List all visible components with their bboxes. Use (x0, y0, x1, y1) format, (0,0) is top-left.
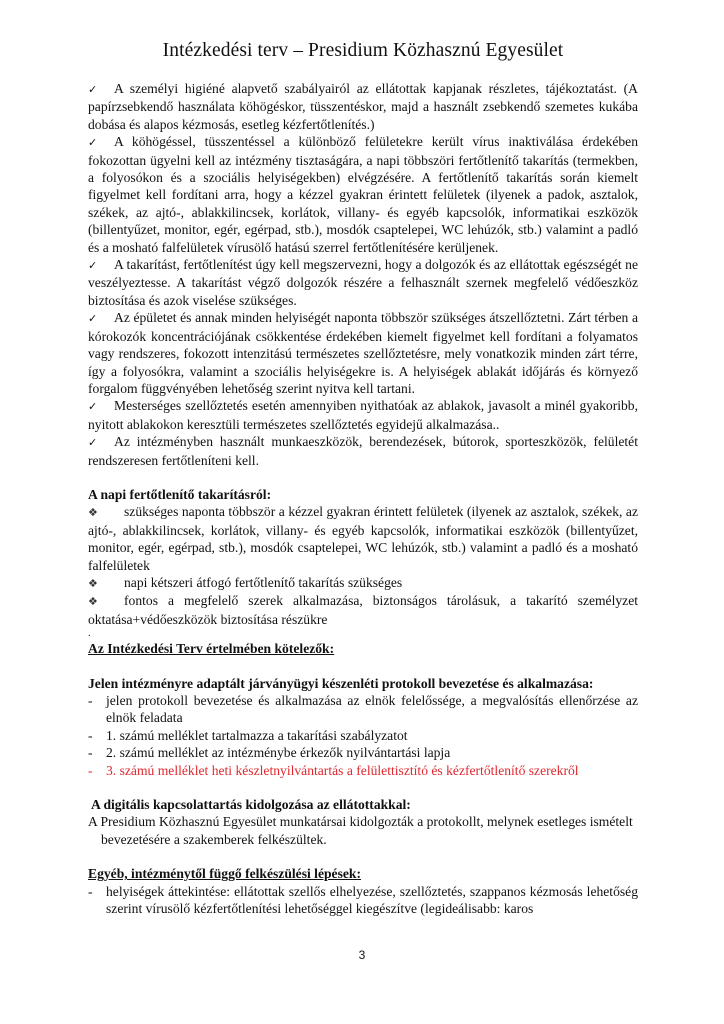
check-icon: ✓ (88, 136, 98, 150)
diamond-bullet-icon: ❖ (88, 506, 98, 520)
check-paragraph: ✓ A személyi higiéné alapvető szabályairól az ellátottak kapjanak részletes, tájékoztatást. (A papírzsebkendő használata köhögéskor, tüsszentéskor, majd a használt zsebkendő szemetes kukába dobása és alapos kézmosás, esetleg kézfertőtlenítés.) (88, 81, 638, 132)
mandatory-item: - 1. számú melléklet tartalmazza a takarítási szabályzatot (88, 727, 408, 743)
page-number: 3 (358, 948, 366, 962)
digital-text: A Presidium Közhasznú Egyesület munkatársai kidolgozták a protokollt, melynek esetleges ismételt bevezetésére a szakemberek felkészültek. (88, 814, 633, 847)
daily-cleaning-heading: A napi fertőtlenítő takarításról: (88, 486, 272, 502)
check-paragraph: ✓ A köhögéssel, tüsszentéssel a különböző felületekre került vírus inaktiválása érdekében fokozottan ügyelni kell az intézmény tisztaságára, a napi többszöri fertőtlenítő takarítás (termekben, a folyosókon és a szociális helyiségekben) elvégzésére. A fertőtlenítő takarítás során kiemelt figyelmet kell fordítani arra, hogy a kézzel gyakran érintett felületek (ilyenek a padok, asztalok, székek, az ajtó-, ablakkilincsek, korlátok, villany- és egyéb kapcsolók, informatikai eszközök (billentyűzet, monitor, egér, egérpad, stb.), mosdók csaptelepei, WC lehúzók, stb.) valamint a padló és a mosható falfelületek vírusölő hatású szerrel fertőtlenítésére kerüljenek. (88, 134, 638, 255)
check-icon: ✓ (88, 436, 98, 450)
check-paragraph: ✓ A takarítást, fertőtlenítést úgy kell megszervezni, hogy a dolgozók és az ellátottak egészségét ne veszélyeztesse. A takarítást végző dolgozók részére a felhasznált szernek megfelelő védőeszköz biztosítása és azok viselése szükséges. (88, 257, 638, 308)
check-paragraph: ✓ Mesterséges szellőztetés esetén amennyiben nyithatóak az ablakok, javasolt a minél gyakoribb, nyitott ablakokon keresztüli természetes szellőztetés egyidejű alkalmazása.. (88, 398, 638, 432)
check-icon: ✓ (88, 259, 98, 273)
document-title: Intézkedési terv – Presidium Közhasznú Egyesület (162, 40, 564, 61)
other-steps-item: - helyiségek áttekintése: ellátottak szellős elhelyezése, szellőztetés, szappanos kézmosás lehetőség szerint vírusölő kézfertőtlenítési lehetőséggel kiegészítve (legideálisabb: karos (88, 883, 638, 917)
document-page (88, 40, 638, 917)
diamond-bullet-icon: ❖ (88, 576, 98, 590)
check-paragraph: ✓ Az intézményben használt munkaeszközök, berendezések, bútorok, sporteszközök, felületét rendszeresen fertőtleníteni kell. (88, 434, 638, 468)
check-paragraph: ✓ Az épületet és annak minden helyiségét naponta többször szükséges átszellőztetni. Zárt térben a kórokozók koncentrációjának csökkentése érdekében kiemelt figyelmet kell fordítani a folyamatos vagy rendszeres, fokozott intenzitású természetes szellőztetésre, mely vonatkozik minden zárt térre, így a folyosókra, valamint a szociális helyiségekre is. A helyiségek ablakát időjárás és környező forgalom függvényében lehetőség szerint nyitva kell tartani. (88, 310, 638, 396)
diamond-bullet-icon: ❖ (88, 595, 98, 609)
mandatory-item: - 2. számú melléklet az intézménybe érkezők nyilvántartási lapja (88, 745, 451, 761)
mandatory-item: - jelen protokoll bevezetése és alkalmazása az elnök felelőssége, a megvalósítás ellenőrzése az elnök feladata (88, 693, 638, 726)
other-steps-heading: Egyéb, intézménytől függő felkészülési lépések: (88, 866, 361, 882)
daily-cleaning-item: ❖ napi kétszeri átfogó fertőtlenítő takarítás szükséges (88, 574, 638, 592)
daily-cleaning-item: ❖ fontos a megfelelő szerek alkalmazása, biztonságos tárolásuk, a takarító személyzet oktatása+védőeszközök biztosítása részükre (88, 593, 638, 627)
digital-heading: A digitális kapcsolattartás kidolgozása az ellátottakkal: (91, 797, 411, 813)
check-icon: ✓ (88, 83, 98, 96)
check-icon: ✓ (88, 400, 98, 414)
trailing-dot: . (88, 628, 91, 640)
mandatory-item-highlighted: - 3. számú melléklet heti készletnyilvántartás a felülettisztító és kézfertőtlenítő szerekről (88, 762, 579, 778)
protocol-subheading: Jelen intézményre adaptált járványügyi készenléti protokoll bevezetése és alkalmazása: (88, 675, 594, 691)
mandatory-heading: Az Intézkedési Terv értelmében kötelezők: (88, 641, 335, 657)
check-icon: ✓ (88, 312, 98, 326)
daily-cleaning-item: ❖ szükséges naponta többször a kézzel gyakran érintett felületek (ilyenek az asztalok, székek, az ajtó-, ablakkilincsek, korlátok, villany- és egyéb kapcsolók, informatikai eszközök (billentyűzet, monitor, egér, egérpad, stb.), mosdók csaptelepei, WC lehúzók, stb.) valamint a padló és a mosható falfelületek (88, 504, 638, 573)
